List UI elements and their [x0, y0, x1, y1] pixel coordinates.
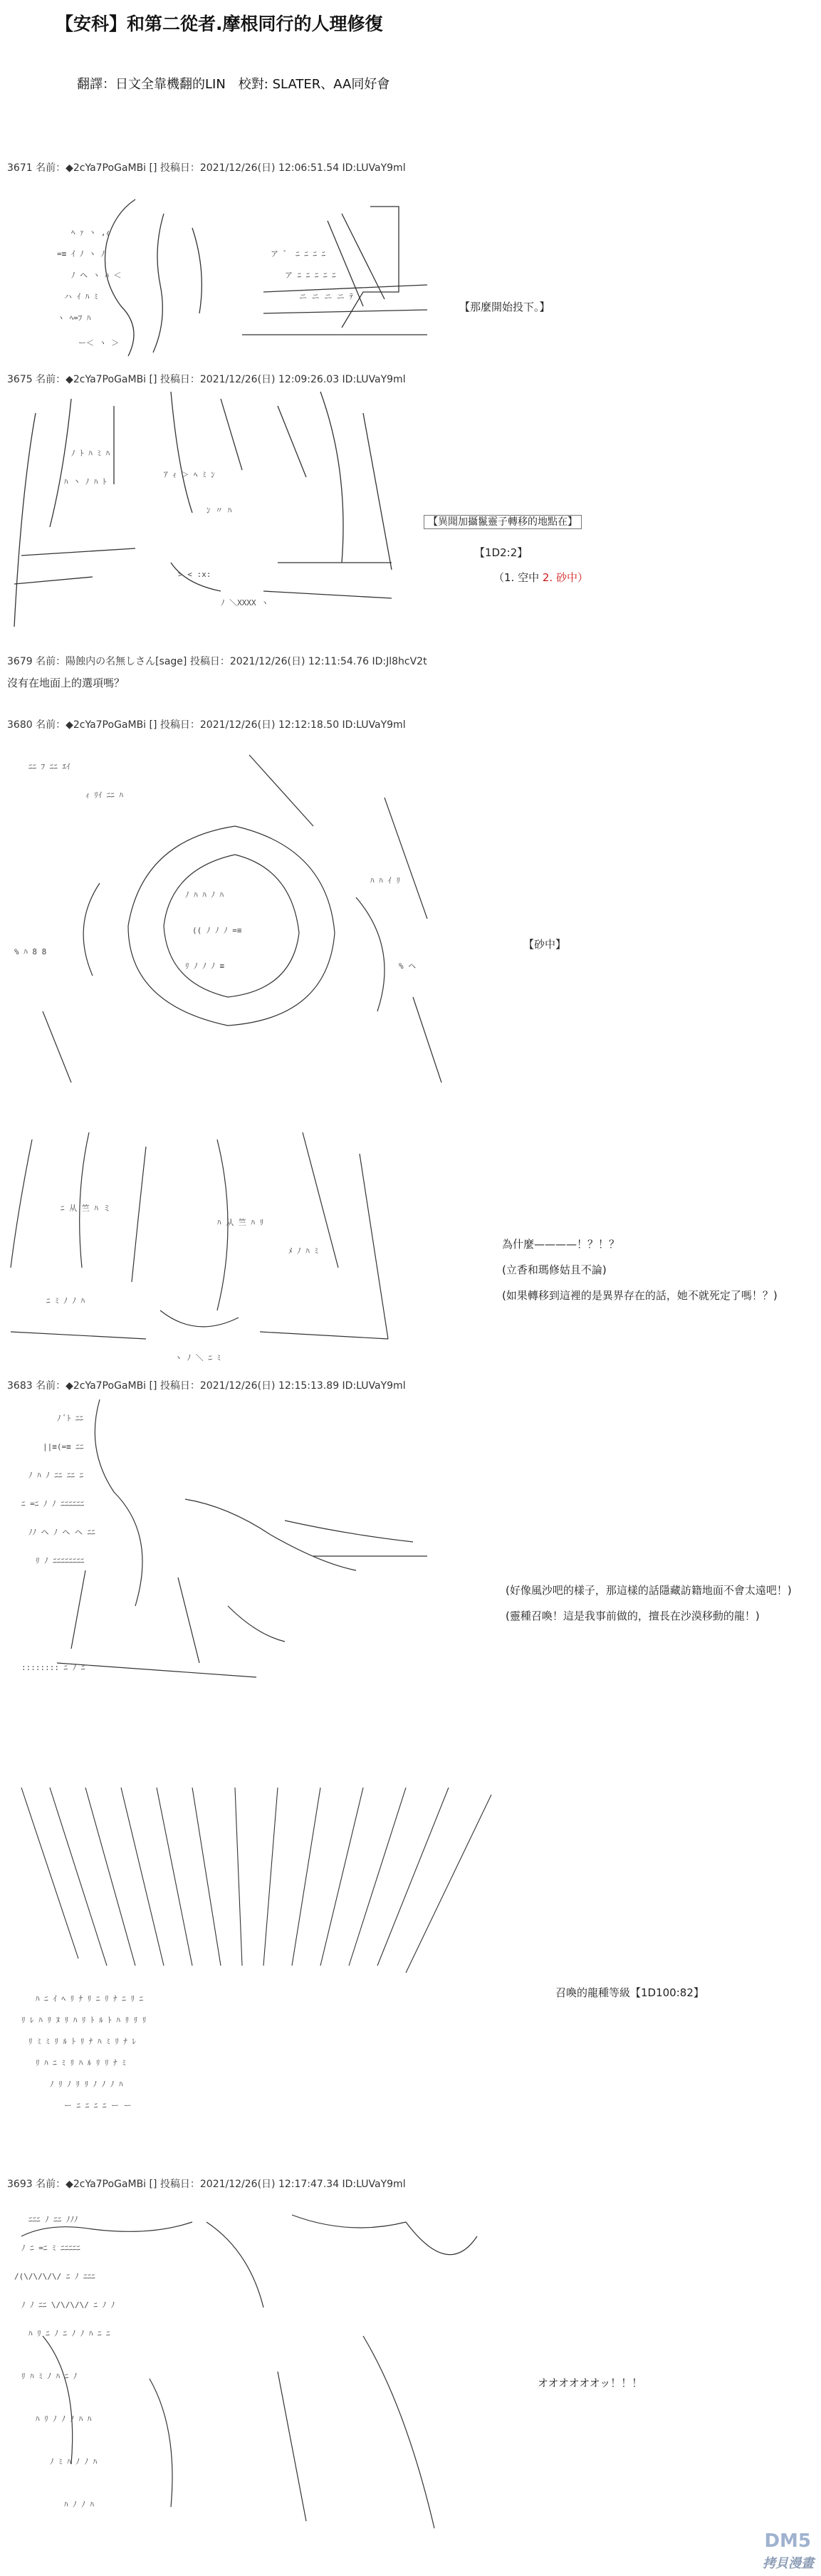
svg-text:ﾘ ﾉ ﾉ ﾉ ≡: ﾘ ﾉ ﾉ ﾉ ≡: [185, 961, 225, 971]
svg-text:ー＜ ヽ ＞: ー＜ ヽ ＞: [78, 338, 120, 348]
svg-text:ﾘ ﾊ ﾐ ﾉ ﾊ ﾆ ﾉ: ﾘ ﾊ ﾐ ﾉ ﾊ ﾆ ﾉ: [21, 2372, 78, 2381]
note-dice-roll: 【1D2:2】: [474, 546, 528, 559]
post-header-3693: 3693 名前：◆2cYa7PoGaMBi [] 投稿日：2021/12/26(日) 12:17:47.34 ID:LUVaY9ml: [7, 2179, 406, 2190]
svg-text:ハ ｲ ﾊ ﾐ: ハ ｲ ﾊ ﾐ: [64, 292, 98, 301]
svg-text:ﾒ ﾉ ﾊ ﾐ: ﾒ ﾉ ﾊ ﾐ: [288, 1246, 318, 1256]
svg-text:ﾊ ﾉ ﾉ ﾊ: ﾊ ﾉ ﾉ ﾊ: [64, 2500, 94, 2509]
svg-text:% ﾊ 8 8: % ﾊ 8 8: [14, 947, 47, 956]
svg-text:ﾍ ｧ ヽ ,ｨ: ﾍ ｧ ヽ ,ｨ: [71, 228, 110, 237]
post-body-3679: 沒有在地面上的選項嗎？: [7, 677, 125, 689]
svg-text:ﾉ ﾘ ﾉ ﾘ ﾘ ﾉ ﾉ ﾉ ﾊ: ﾉ ﾘ ﾉ ﾘ ﾘ ﾉ ﾉ ﾉ ﾊ: [50, 2080, 123, 2089]
ascii-art-7: [7, 2194, 506, 2550]
svg-text:ﾉﾉ ヘ ﾉ ヘ ヘ ﾆﾆ: ﾉﾉ ヘ ﾉ ヘ ヘ ﾆﾆ: [28, 1528, 95, 1537]
svg-text:ヽ ﾉ ＼ ﾆ ﾐ: ヽ ﾉ ＼ ﾆ ﾐ: [174, 1353, 221, 1362]
post-header-3675: 3675 名前：◆2cYa7PoGaMBi [] 投稿日：2021/12/26(日) 12:09:26.03 ID:LUVaY9ml: [7, 374, 406, 385]
svg-text:ﾆ 从 竺 ﾊ ミ: ﾆ 从 竺 ﾊ ミ: [61, 1204, 111, 1213]
ascii-art-2-drawing: [7, 385, 406, 630]
svg-text:ﾆﾆﾆ ﾉ ﾆﾆ ﾉﾉﾉ: ﾆﾆﾆ ﾉ ﾆﾆ ﾉﾉﾉ: [28, 2215, 78, 2224]
note-roar: オオオオオオッ！！！: [538, 2377, 643, 2389]
translation-credits: 翻譯：日文全靠機翻的LIN 校對: SLATER、AA同好會: [77, 77, 390, 92]
ascii-art-7-drawing: [7, 2194, 506, 2550]
post-header-3680: 3680 名前：◆2cYa7PoGaMBi [] 投稿日：2021/12/26(日) 12:12:18.50 ID:LUVaY9ml: [7, 719, 406, 731]
svg-text:ﾆ ﾐ ﾉ ﾉ ﾊ: ﾆ ﾐ ﾉ ﾉ ﾊ: [46, 1296, 85, 1305]
ascii-art-6-drawing: [7, 1780, 506, 2137]
note-location-box: 【異聞加攝鬣靈子轉移的地點在】: [424, 515, 582, 529]
svg-text:ﾘ ﾊ ﾆ ﾐ ﾘ ﾊ ﾙ ﾘ ﾘ ﾅ ﾐ: ﾘ ﾊ ﾆ ﾐ ﾘ ﾊ ﾙ ﾘ ﾘ ﾅ ﾐ: [36, 2058, 126, 2067]
svg-text:ﾊ ﾊ ｲ ﾘ: ﾊ ﾊ ｲ ﾘ: [370, 876, 400, 885]
svg-text:ﾝ 〃 ﾊ: ﾝ 〃 ﾊ: [206, 506, 232, 515]
ascii-art-1-drawing: [28, 185, 441, 367]
svg-text:ﾉ ﾉ ﾆﾆ \/\/\/\/ ﾆ ﾉ ﾉ: ﾉ ﾉ ﾆﾆ \/\/\/\/ ﾆ ﾉ ﾉ: [21, 2300, 115, 2310]
ascii-art-3-drawing: [14, 741, 456, 1104]
svg-text:ﾆ =ﾆ ﾉ ﾉ ﾆﾆﾆﾆﾆﾆ: ﾆ =ﾆ ﾉ ﾉ ﾆﾆﾆﾆﾆﾆ: [21, 1499, 85, 1508]
svg-text:=≡ ｲ ﾉ ヽ ﾉ: =≡ ｲ ﾉ ヽ ﾉ: [57, 249, 105, 259]
note-aside-2: (如果轉移到這裡的是異界存在的話，她不就死定了嗎！？): [502, 1289, 778, 1302]
post-header-3683: 3683 名前：◆2cYa7PoGaMBi [] 投稿日：2021/12/26(日) 12:15:13.89 ID:LUVaY9ml: [7, 1380, 406, 1392]
ascii-art-4-drawing: [4, 1125, 402, 1371]
post-header-3679: 3679 名前：陽蝕内の名無しさん[sage] 投稿日：2021/12/26(日) 12:11:54.76 ID:Jl8hcV2t: [7, 656, 427, 667]
svg-text:ﾊ ﾆ ｲ ﾍ ﾘ ﾅ ﾘ ﾆ ﾘ ﾅ ﾆ ﾘ ﾆ: ﾊ ﾆ ｲ ﾍ ﾘ ﾅ ﾘ ﾆ ﾘ ﾅ ﾆ ﾘ ﾆ: [36, 1994, 143, 2003]
note-desert-guess: (好像風沙吧的樣子，那這樣的話隱藏訪籍地面不會太遠吧！): [506, 1584, 792, 1597]
svg-text:ﾉ ヘ ヽ ﾊ ＜: ﾉ ヘ ヽ ﾊ ＜: [71, 271, 122, 280]
svg-text:(( ﾉ ﾉ ﾉ =≡: (( ﾉ ﾉ ﾉ =≡: [192, 926, 242, 935]
choice-air: （1. 空中: [493, 571, 540, 584]
svg-text:ﾆﾆ ﾌ ﾆﾆ ｴｲ: ﾆﾆ ﾌ ﾆﾆ ｴｲ: [28, 762, 70, 771]
svg-text:ﾉ ＼XXXX ヽ: ﾉ ＼XXXX ヽ: [221, 598, 269, 608]
choice-sand: 2. 砂中）: [542, 571, 588, 584]
svg-text:> < :x:: > < :x:: [178, 570, 211, 579]
svg-text:/(\/\/\/\/ ﾆ ﾉ ﾆﾆﾆ: /(\/\/\/\/ ﾆ ﾉ ﾆﾆﾆ: [14, 2272, 95, 2281]
svg-text:ア ﾆ ﾆ ﾆ ﾆ ﾆ: ア ﾆ ﾆ ﾆ ﾆ ﾆ: [285, 271, 336, 280]
svg-text:ﾊ ﾘ ﾆ ﾉ ﾆ ﾉ ﾉ ﾊ ﾆ ﾆ: ﾊ ﾘ ﾆ ﾉ ﾆ ﾉ ﾉ ﾊ ﾆ ﾆ: [28, 2329, 110, 2338]
svg-text:ニ ニ ニ ニ ﾃ: ニ ニ ニ ニ ﾃ: [299, 292, 353, 301]
svg-text:ﾉ ﾐ ﾊ ﾉ ﾉ ﾊ: ﾉ ﾐ ﾊ ﾉ ﾉ ﾊ: [50, 2457, 98, 2466]
svg-text:ﾘ ﾉ ﾆﾆﾆﾆﾆﾆﾆﾆ: ﾘ ﾉ ﾆﾆﾆﾆﾆﾆﾆﾆ: [36, 1556, 85, 1565]
post-header-3671: 3671 名前：◆2cYa7PoGaMBi [] 投稿日：2021/12/26(日) 12:06:51.54 ID:LUVaY9ml: [7, 162, 406, 174]
svg-text:ﾘ ﾚ ﾊ ﾘ ﾇ ﾘ ﾊ ﾘ ﾄ ﾙ ﾄ ﾊ ﾘ ﾘ ﾘ: ﾘ ﾚ ﾊ ﾘ ﾇ ﾘ ﾊ ﾘ ﾄ ﾙ ﾄ ﾊ ﾘ ﾘ ﾘ: [21, 2016, 147, 2025]
note-start: 【那麼開始投下。】: [459, 301, 550, 313]
svg-text:ﾊ 从 竺 ﾊ ﾘ: ﾊ 从 竺 ﾊ ﾘ: [217, 1218, 263, 1227]
ascii-art-6: [7, 1780, 506, 2137]
svg-text:ｨ ﾘｲ ﾆﾆ ﾊ: ｨ ﾘｲ ﾆﾆ ﾊ: [85, 791, 123, 800]
svg-text:ー ﾆ ﾆ ﾆ ﾆ ー ー: ー ﾆ ﾆ ﾆ ﾆ ー ー: [64, 2101, 132, 2110]
svg-text:ﾉ ﾆ =ﾆ ﾐ ﾆﾆﾆﾆﾆ: ﾉ ﾆ =ﾆ ﾐ ﾆﾆﾆﾆﾆ: [21, 2243, 80, 2253]
svg-text:ﾉ ﾊ ﾊ ﾉ ﾊ: ﾉ ﾊ ﾊ ﾉ ﾊ: [185, 890, 224, 899]
svg-text:ﾊ 丶 ﾉ ﾊ ﾄ: ﾊ 丶 ﾉ ﾊ ﾄ: [64, 477, 107, 486]
svg-text::::::::: ﾆ ﾉ ﾆ: :::::::: ﾆ ﾉ ﾆ: [21, 1663, 85, 1672]
note-dragon-summon: (靈種召喚！這是我事前做的，擅長在沙漠移動的龍！): [506, 1610, 760, 1622]
svg-text:ﾘ ﾐ ﾐ ﾘ ﾙ ﾄ ﾘ ﾅ ﾊ ﾐ ﾘ ﾅ ﾚ: ﾘ ﾐ ﾐ ﾘ ﾙ ﾄ ﾘ ﾅ ﾊ ﾐ ﾘ ﾅ ﾚ: [28, 2037, 136, 2046]
note-choices: [493, 570, 588, 585]
ascii-art-5: [14, 1392, 456, 1691]
svg-text:ﾉ ﾊ ﾉ ﾆﾆ ﾆﾆ ﾆ: ﾉ ﾊ ﾉ ﾆﾆ ﾆﾆ ﾆ: [28, 1471, 84, 1480]
svg-text:ア ゛ ﾆ ﾆ ﾆ ﾆ: ア ゛ ﾆ ﾆ ﾆ ﾆ: [271, 249, 326, 259]
note-dragon-level: 召喚的龍種等級【1D100:82】: [555, 1986, 704, 1999]
ascii-art-2: [7, 385, 406, 630]
svg-text:ヽ ﾍ=ﾌ ﾊ: ヽ ﾍ=ﾌ ﾊ: [57, 313, 91, 323]
watermark-text: 拷貝漫畫: [763, 2556, 814, 2571]
svg-text:ｱ ｨ ＞ ﾍ ﾐ ﾝ: ｱ ｨ ＞ ﾍ ﾐ ﾝ: [164, 470, 215, 479]
note-aside-1: (立香和瑪修姑且不論): [502, 1263, 607, 1276]
svg-text:% ヘ: % ヘ: [399, 961, 417, 971]
ascii-art-3: [14, 741, 456, 1104]
ascii-art-5-drawing: [14, 1392, 456, 1691]
svg-text:ﾉ ﾞﾄ ﾆﾆ: ﾉ ﾞﾄ ﾆﾆ: [57, 1414, 83, 1423]
watermark-logo: DM5: [764, 2530, 811, 2552]
svg-text:ﾉ ﾄ ﾊ ﾐ ﾊ: ﾉ ﾄ ﾊ ﾐ ﾊ: [71, 449, 110, 458]
note-sand: 【砂中】: [523, 938, 567, 951]
ascii-art-4: [4, 1125, 402, 1371]
svg-text:ﾊ ﾘ ﾉ ﾉ ﾉ ﾊ ﾊ: ﾊ ﾘ ﾉ ﾉ ﾉ ﾊ ﾊ: [36, 2414, 92, 2424]
svg-text:||≡(=≡ ﾆﾆ: ||≡(=≡ ﾆﾆ: [43, 1442, 84, 1451]
page-title: 【安科】和第二從者.摩根同行的人理修復: [56, 14, 383, 34]
note-why: 為什麼————！？！？: [502, 1238, 620, 1251]
ascii-art-1: [28, 185, 441, 367]
